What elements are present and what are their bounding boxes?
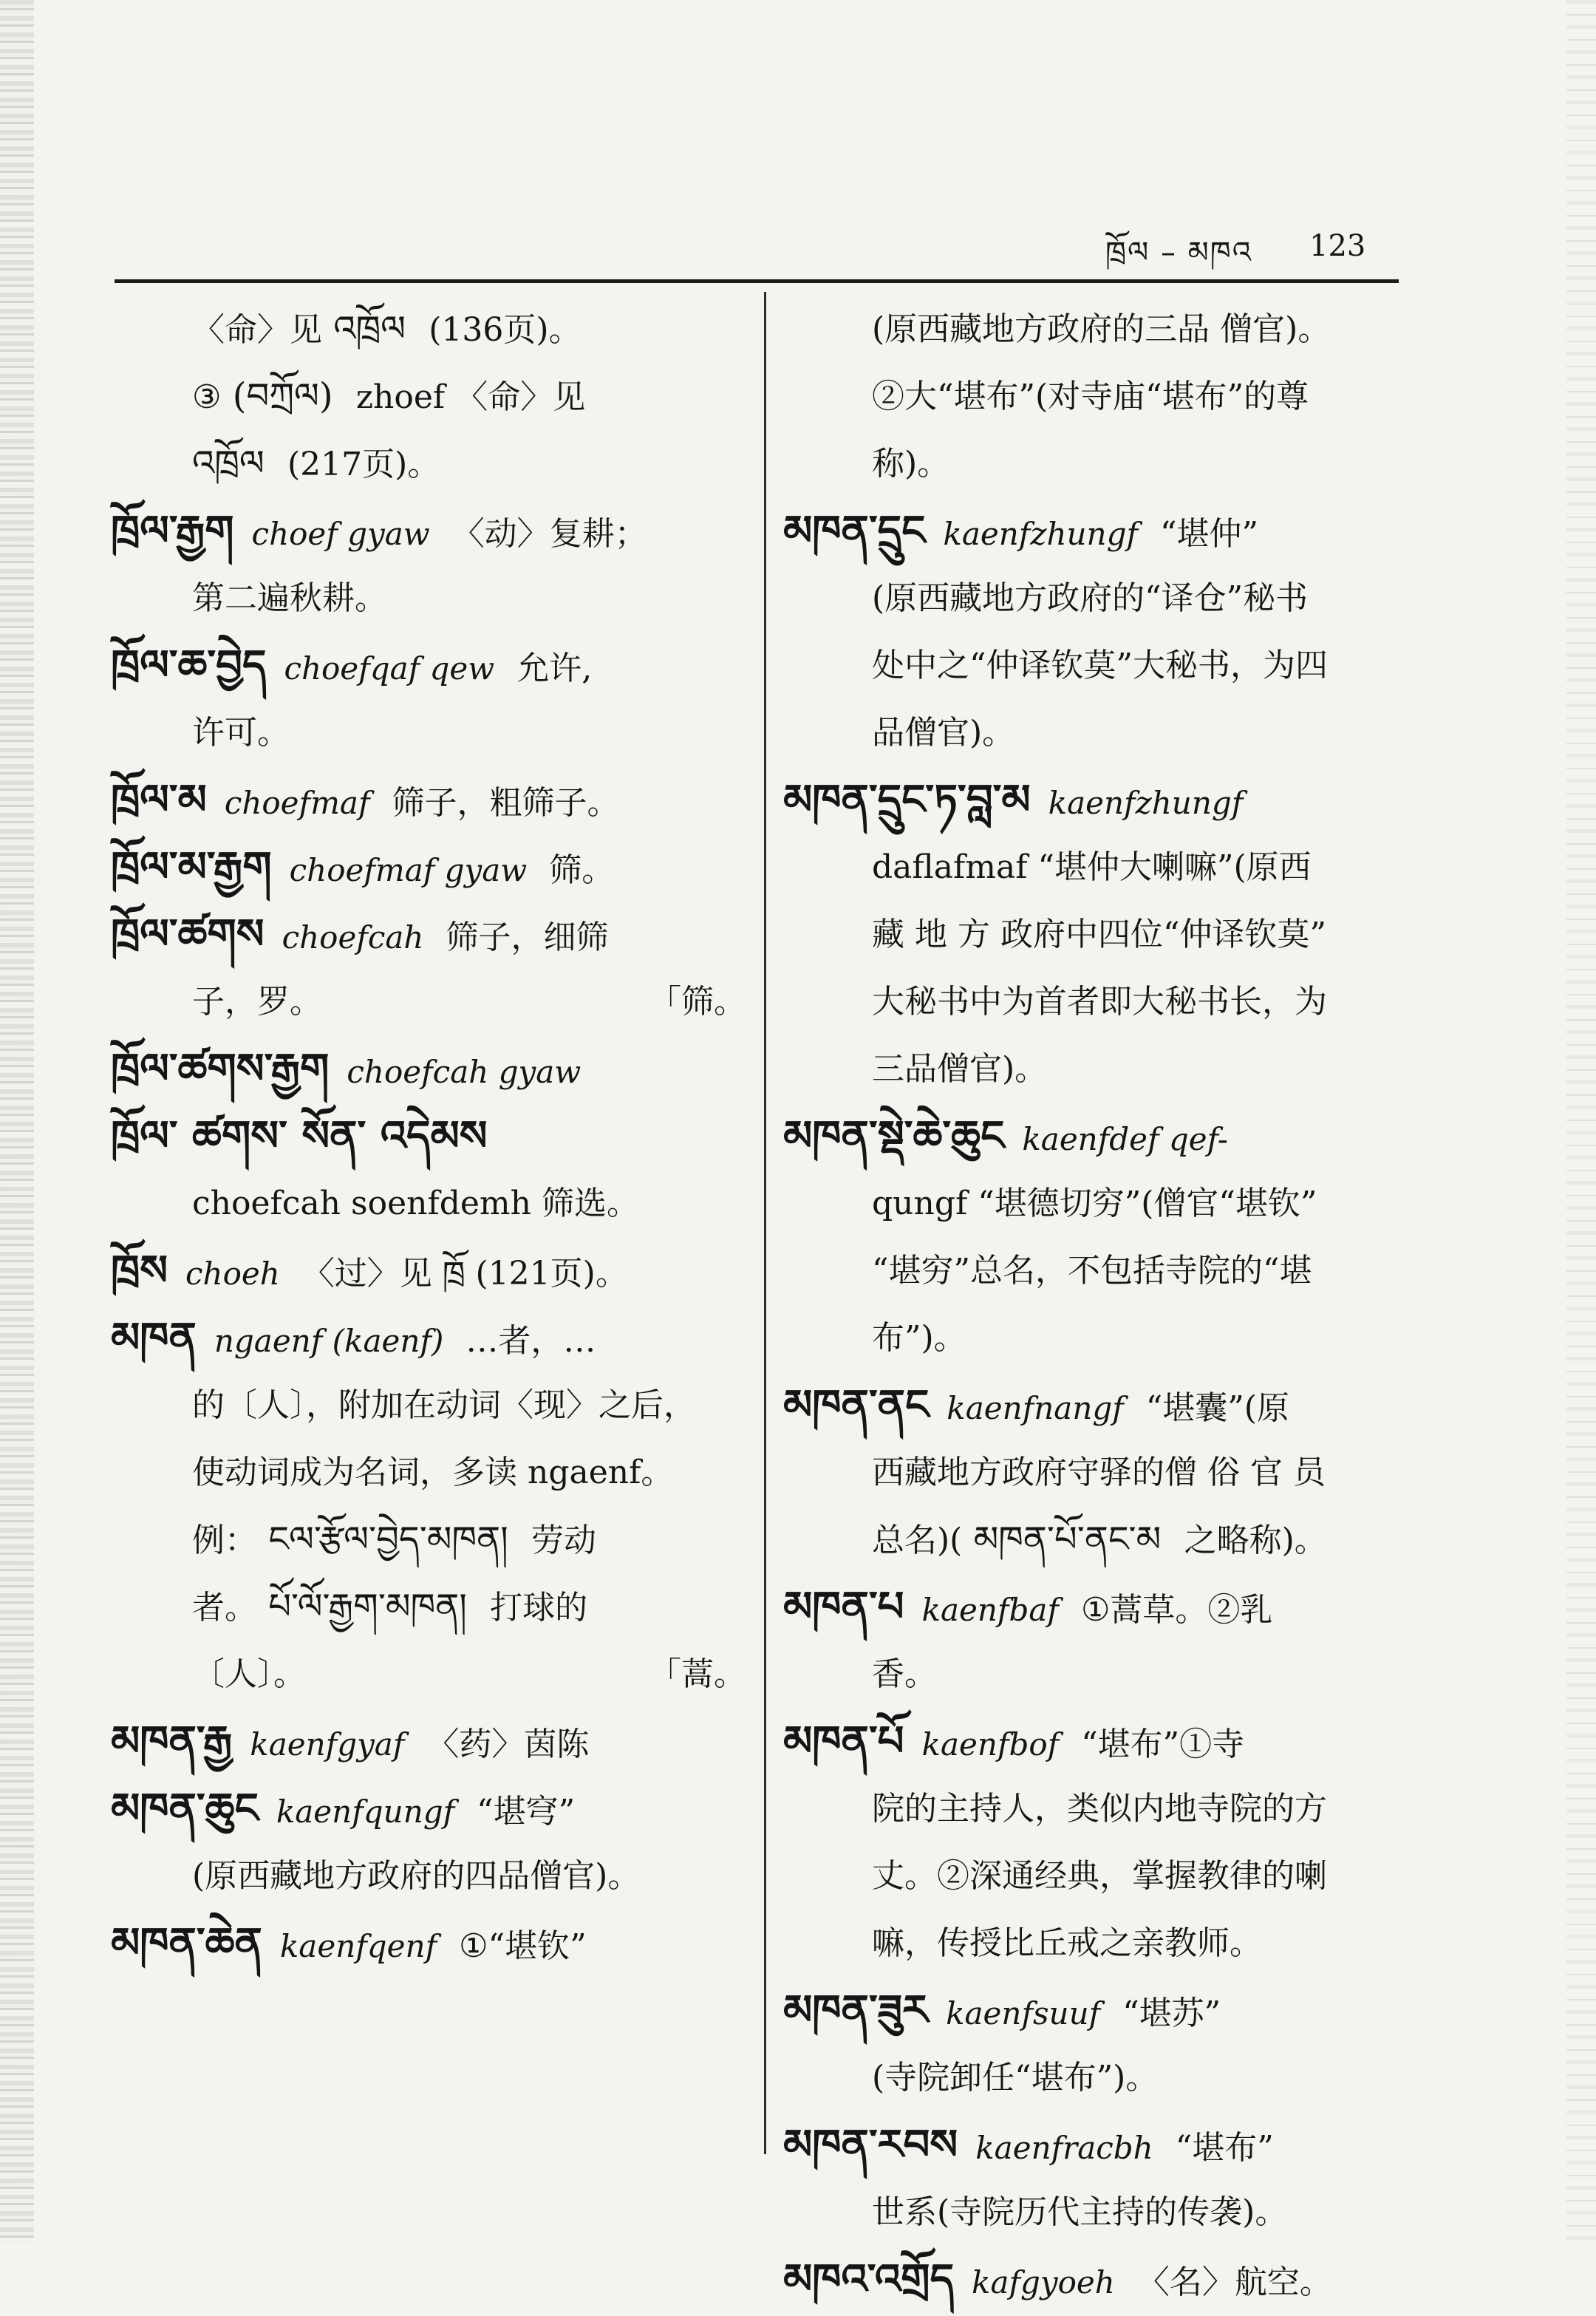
definition-line <box>783 1641 1419 1708</box>
definition-text: 劳动 <box>531 1522 596 1559</box>
definition-line <box>111 1842 746 1910</box>
headword-tibetan: ཁྲོལ་ཆ་བྱེད <box>111 641 267 689</box>
definition-text: 〈过〉见 ཁྲོ (121页)。 <box>291 1255 628 1292</box>
dictionary-entry-line <box>783 2111 1419 2179</box>
definition-line <box>111 699 746 766</box>
dictionary-entry-line <box>111 1304 746 1372</box>
definition-text: 的〔人〕，附加在动词〈现〉之后， <box>192 1386 696 1424</box>
headword-tibetan: མཁན་ཟུར <box>783 1986 929 2034</box>
dictionary-entry-line <box>783 1372 1419 1439</box>
headword-tibetan: མཁན་ཆེན <box>111 1918 262 1967</box>
definition-line <box>111 296 746 363</box>
headword-tibetan: མཁན་པོ <box>783 1717 904 1765</box>
definition-line <box>783 430 1419 497</box>
headword-tibetan: མཁན་རབས <box>783 2120 958 2169</box>
romanization: choeh <box>185 1256 280 1292</box>
definition-line <box>111 565 746 632</box>
definition-text: “堪布”①寺 <box>1071 1726 1245 1763</box>
romanization: kaenfgyaf <box>250 1726 405 1762</box>
definition-line <box>783 901 1419 968</box>
definition-line <box>783 1775 1419 1842</box>
definition-line <box>111 430 746 497</box>
dictionary-entry-line <box>111 1775 746 1842</box>
dictionary-entry-line <box>111 1035 746 1103</box>
dictionary-entry-line <box>783 497 1419 565</box>
headword-tibetan: མཁན་ནང <box>783 1380 930 1429</box>
definition-text: 许可。 <box>192 714 290 752</box>
definition-line <box>783 1035 1419 1103</box>
romanization: kaenfdef qef- <box>1022 1121 1228 1157</box>
definition-line <box>783 1506 1419 1573</box>
continuation-mark: 「蒿。 <box>649 1655 746 1693</box>
definition-text: ①蒿草。②乳 <box>1070 1591 1273 1629</box>
dictionary-entry-line <box>783 1573 1419 1641</box>
headword-tibetan: མཁན་སྡེ་ཆེ་ཆུང <box>783 1111 1005 1160</box>
definition-line <box>111 1573 746 1641</box>
definition-text: 总名)( <box>872 1522 963 1559</box>
column-divider <box>764 292 766 2154</box>
left-column <box>111 296 746 1977</box>
headword-tibetan: མཁན་དྲུང་ཏ་བླ་མ <box>783 775 1031 824</box>
definition-text: 筛。 <box>539 851 615 889</box>
headword-tibetan: ཁྲོལ་ཚགས་རྒྱག <box>111 1044 330 1093</box>
scan-edge-left <box>0 0 34 2243</box>
dictionary-entry-line <box>111 1708 746 1775</box>
headword-tibetan: ཁྲོལ་མ <box>111 775 207 824</box>
page-number: 123 <box>1309 229 1366 263</box>
definition-line <box>111 363 746 430</box>
definition-text: 处中之“仲译钦莫”大秘书，为四 <box>872 647 1328 684</box>
definition-text: “堪苏” <box>1112 1995 1221 2032</box>
definition-line <box>783 834 1419 901</box>
definition-line <box>111 1439 746 1506</box>
dictionary-entry-line <box>111 1910 746 1977</box>
definition-text: 大秘书中为首者即大秘书长，为 <box>872 983 1327 1021</box>
definition-text: 藏 地 方 政府中四位“仲译钦莫” <box>872 916 1326 953</box>
headword-tibetan: ཁྲོལ་མ་རྒྱག <box>111 842 272 891</box>
definition-text: 香。 <box>872 1655 937 1693</box>
continuation-mark: 「筛。 <box>649 983 746 1021</box>
definition-line <box>783 565 1419 632</box>
dictionary-entry-line <box>783 766 1419 834</box>
romanization: kafgyoeh <box>972 2264 1115 2300</box>
definition-line <box>783 2179 1419 2246</box>
definition-line <box>783 699 1419 766</box>
scan-edge-right <box>1566 0 1596 2243</box>
headword-tibetan: མཁན་ཆུང <box>111 1784 259 1833</box>
definition-line <box>783 2044 1419 2111</box>
definition-text: 品僧官)。 <box>872 714 1015 752</box>
definition-text: “堪穷”总名，不包括寺院的“堪 <box>872 1252 1312 1290</box>
headword-tibetan: ཁྲོས <box>111 1246 168 1295</box>
definition-text: 〈名〉航空。 <box>1126 2264 1332 2301</box>
definition-text: 〈药〉茵陈 <box>416 1726 590 1763</box>
definition-text: daflafmaf “堪仲大喇嘛”(原西 <box>872 848 1312 886</box>
headword-tibetan: ཁྲོལ་ཚགས <box>111 910 265 958</box>
definition-line <box>783 1304 1419 1372</box>
dictionary-entry-line <box>783 2246 1419 2313</box>
headword-tibetan: ཁྲོལ་ ཚགས་ སོན་ འདེམས <box>111 1111 488 1160</box>
romanization: kaenfsuuf <box>946 1995 1101 2031</box>
definition-text: 院的主持人，类似内地寺院的方 <box>872 1790 1327 1828</box>
dictionary-entry-line <box>111 901 746 968</box>
definition-text: 使动词成为名词，多读 ngaenf。 <box>192 1454 674 1491</box>
headword-tibetan: མཁན་རྒྱ <box>111 1717 233 1765</box>
right-column <box>783 296 1419 2313</box>
romanization: choefqaf qew <box>284 650 495 687</box>
romanization: kaenfqungf <box>276 1794 455 1830</box>
definition-text: (原西藏地方政府的“译仓”秘书 <box>872 579 1309 617</box>
definition-text: …者，… <box>455 1322 596 1360</box>
definition-text: 第二遍秋耕。 <box>192 579 387 617</box>
definition-text: 嘛，传授比丘戒之亲教师。 <box>872 1924 1262 1962</box>
definition-line <box>783 363 1419 430</box>
definition-line <box>783 1439 1419 1506</box>
dictionary-entry-line <box>111 834 746 901</box>
romanization: kaenfzhungf <box>943 516 1139 552</box>
romanization: kaenfzhungf <box>1048 785 1244 821</box>
tibetan-reference: (བཀྲོལ) <box>221 375 344 417</box>
romanization: choefcah <box>282 919 424 956</box>
headword-tibetan: མཁའ་འགྲོད <box>783 2255 954 2303</box>
definition-text: ②大“堪布”(对寺庙“堪布”的尊 <box>872 378 1309 415</box>
romanization: kaenfnangf <box>947 1390 1124 1426</box>
running-header: ཁྲོལ – མཁའ <box>1105 236 1252 270</box>
definition-line <box>111 1170 746 1237</box>
tibetan-reference: འཁྲོལ <box>192 443 276 484</box>
definition-line <box>783 632 1419 699</box>
definition-text: qungf “堪德切穷”(僧官“堪钦” <box>872 1185 1317 1222</box>
definition-text: (217页)。 <box>287 446 440 483</box>
definition-text: ③ <box>192 378 222 416</box>
definition-text: 例： <box>192 1522 257 1559</box>
romanization: kaenfracbh <box>975 2130 1153 2166</box>
definition-text: 三品僧官)。 <box>872 1050 1048 1088</box>
dictionary-entry-line <box>783 1708 1419 1775</box>
definition-text: 筛子，细筛 <box>435 919 609 956</box>
romanization: choefcah gyaw <box>347 1054 582 1090</box>
definition-text: (原西藏地方政府的四品僧官)。 <box>192 1857 641 1895</box>
tibetan-reference: མཁན་པོ་ནང་མ <box>962 1519 1173 1560</box>
definition-line <box>783 296 1419 363</box>
dictionary-entry-line <box>111 766 746 834</box>
definition-text: 〈动〉复耕； <box>441 515 647 553</box>
dictionary-entry-line <box>783 1103 1419 1170</box>
headword-tibetan: མཁན་པ <box>783 1582 904 1631</box>
definition-text: “堪穹” <box>466 1793 576 1830</box>
tibetan-reference: ངལ་རྩོལ་བྱེད་མཁན། <box>257 1519 519 1560</box>
definition-text: “堪仲” <box>1150 515 1259 553</box>
tibetan-reference: པོ་ལོ་རྒྱག་མཁན། <box>257 1586 479 1627</box>
romanization: ngaenf (kaenf) <box>214 1323 444 1359</box>
definition-line <box>783 1842 1419 1910</box>
definition-text: 〈命〉见 <box>192 311 322 349</box>
definition-text: 子，罗。 <box>192 983 322 1021</box>
definition-text: 允许, <box>506 650 593 687</box>
definition-text: “堪布” <box>1164 2129 1274 2167</box>
definition-line <box>111 968 746 1035</box>
definition-text: 之略称)。 <box>1184 1522 1327 1559</box>
definition-text: 〔人〕。 <box>192 1655 306 1693</box>
definition-text: 筛子，粗筛子。 <box>381 784 620 822</box>
header-rule <box>115 279 1399 283</box>
romanization: choefmaf <box>224 785 370 821</box>
definition-text: 世系(寺院历代主持的传袭)。 <box>872 2193 1288 2231</box>
definition-text: (原西藏地方政府的三品 僧官)。 <box>872 310 1331 348</box>
definition-line <box>111 1641 746 1708</box>
dictionary-entry-line <box>111 1237 746 1304</box>
definition-text: 丈。②深通经典，掌握教律的喇 <box>872 1857 1327 1895</box>
dictionary-entry-line <box>111 497 746 565</box>
romanization: kaenfbof <box>921 1726 1060 1762</box>
definition-text: (寺院卸任“堪布”)。 <box>872 2059 1159 2097</box>
definition-text: choefcah soenfdemh 筛选。 <box>192 1185 639 1222</box>
headword-tibetan: མཁན་དྲུང <box>783 506 926 555</box>
headword-tibetan: ཁྲོལ་རྒྱག <box>111 506 234 555</box>
headword-tibetan: མཁན <box>111 1313 197 1362</box>
definition-text: 布”)。 <box>872 1319 966 1357</box>
definition-line <box>783 968 1419 1035</box>
dictionary-entry-line <box>111 632 746 699</box>
definition-text: 者。 <box>192 1589 257 1627</box>
definition-text: 西藏地方政府守驿的僧 俗 官 员 <box>872 1454 1326 1491</box>
definition-line <box>783 1237 1419 1304</box>
definition-line <box>111 1506 746 1573</box>
definition-text: (136页)。 <box>429 311 582 349</box>
romanization: kaenfqenf <box>279 1928 437 1964</box>
dictionary-entry-line <box>783 1977 1419 2044</box>
romanization: choef gyaw <box>251 516 430 552</box>
tibetan-reference: འཁྲོལ <box>322 308 417 350</box>
definition-text: ①“堪钦” <box>449 1927 587 1965</box>
definition-line <box>783 1170 1419 1237</box>
dictionary-entry-line <box>111 1103 746 1170</box>
romanization: kaenfbaf <box>921 1592 1059 1628</box>
definition-text: 打球的 <box>490 1589 588 1627</box>
definition-line <box>783 1910 1419 1977</box>
definition-text: “堪囊”(原 <box>1135 1389 1289 1427</box>
definition-text: 称)。 <box>872 445 950 483</box>
definition-text: zhoef 〈命〉见 <box>355 378 586 416</box>
romanization: choefmaf gyaw <box>289 852 528 888</box>
definition-line <box>111 1372 746 1439</box>
